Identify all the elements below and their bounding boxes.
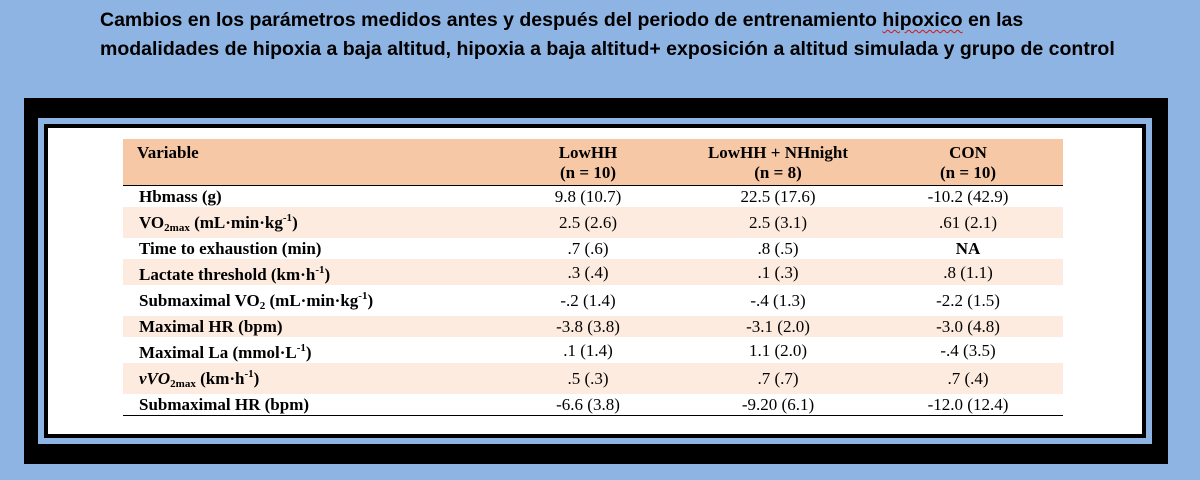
cell-con: -2.2 (1.5) [936,291,1000,310]
slide-caption [100,6,1120,64]
cell-lowhh: .3 (.4) [493,259,683,285]
table-row [123,337,1063,363]
cell-con: -12.0 (12.4) [927,395,1009,414]
cell-lowhh-nhnight: -3.1 (2.0) [683,316,873,337]
caption-text-end: en las modalidades de hipoxia a baja altitud, hipoxia a baja altitud+ exposición a altitud simulada y grupo de control [100,9,1115,60]
row-label: Time to exhaustion (min) [139,239,322,258]
cell-lowhh-nhnight: .7 (.7) [683,363,873,394]
cell-lowhh: 9.8 (10.7) [554,187,622,206]
header-lowhh: LowHH (n = 10) [493,139,683,186]
cell-con: -10.2 (42.9) [927,187,1009,206]
cell-con: -3.0 (4.8) [873,316,1063,337]
table-row [123,238,1063,259]
cell-lowhh: -6.6 (3.8) [556,395,620,414]
cell-lowhh: -.2 (1.4) [560,291,616,310]
table-row [123,316,1063,337]
cell-con: .61 (2.1) [873,207,1063,238]
row-label: Maximal La $(mmol\cdot L^{-1})$ [139,342,312,362]
caption-text-start: Cambios en los parámetros medidos antes y después del periodo de entrenamiento [100,9,883,31]
row-label: $VO_{2max}$ $(mL\cdot\min\cdot kg^{-1})$ [123,207,493,238]
results-table [123,139,1063,416]
table-header-row [123,139,1063,186]
cell-con: .8 (1.1) [873,259,1063,285]
cell-lowhh-nhnight: 1.1 (2.0) [748,340,808,360]
cell-lowhh: 2.5 (2.6) [493,207,683,238]
cell-lowhh: .1 (1.4) [563,340,613,360]
header-lowhh-nhnight: LowHH + NHnight (n = 8) [683,139,873,186]
table-row [123,363,1063,394]
header-variable: Variable [123,139,493,186]
table-row [123,186,1063,208]
cell-lowhh: -3.8 (3.8) [493,316,683,337]
row-label: Maximal HR (bpm) [123,316,493,337]
table-row [123,285,1063,316]
cell-lowhh-nhnight: .8 (.5) [757,239,799,258]
table-row [123,207,1063,238]
cell-lowhh-nhnight: -9.20 (6.1) [741,395,815,414]
cell-lowhh-nhnight: 2.5 (3.1) [683,207,873,238]
row-label: vVO$_{2max}$ $(km\cdot h^{-1})$ [123,363,493,394]
cell-lowhh-nhnight: 22.5 (17.6) [740,187,816,206]
row-label: Lactate threshold $(km\cdot h^{-1})$ [123,259,493,285]
caption-misspelled-word: hipoxico [882,9,963,31]
row-label: Hbmass (g) [139,187,222,206]
cell-lowhh: .5 (.3) [493,363,683,394]
row-label: Submaximal HR (bpm) [139,395,310,414]
table-row [123,394,1063,416]
cell-con: -.4 (3.5) [940,340,996,360]
cell-lowhh: .7 (.6) [567,239,609,258]
cell-con: .7 (.4) [873,363,1063,394]
cell-lowhh-nhnight: .1 (.3) [683,259,873,285]
table-row [123,259,1063,285]
row-label: Submaximal $VO_2$ $(mL\cdot\min\cdot kg^{-1})$ [139,290,374,312]
cell-con: NA [955,239,981,258]
cell-lowhh-nhnight: -.4 (1.3) [750,291,806,310]
header-con: CON (n = 10) [873,139,1063,186]
